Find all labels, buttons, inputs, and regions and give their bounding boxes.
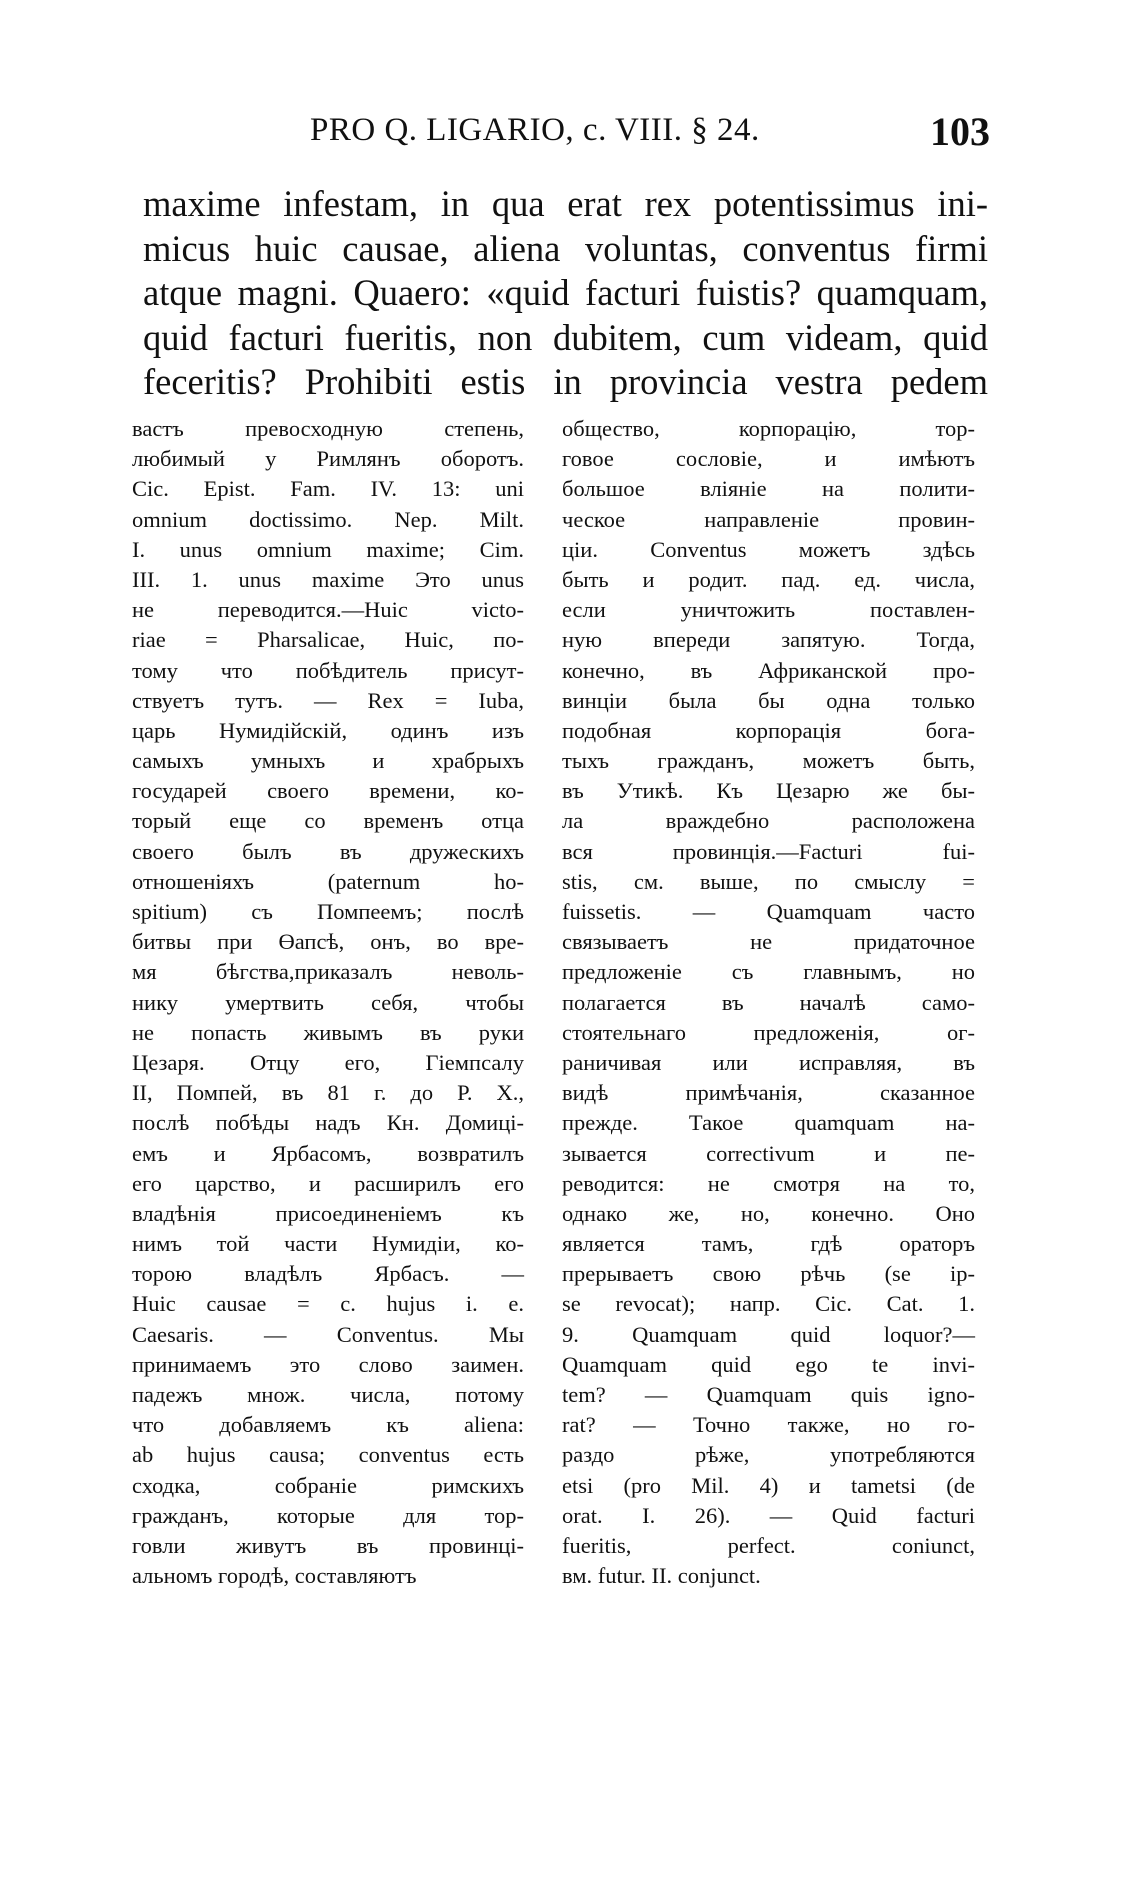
main-text-line: atque magni. Quaero: «quid facturi fuistis? quamquam, <box>143 272 988 313</box>
commentary-line: ла враждебно расположена <box>562 808 975 834</box>
commentary-line: если уничтожить поставлен- <box>562 597 975 623</box>
commentary-line: Quamquam quid ego te invi- <box>562 1351 975 1377</box>
commentary-line: orat. I. 26). — Quid facturi <box>562 1502 975 1528</box>
page-header <box>120 108 990 158</box>
commentary-line: быть и родит. пад. ед. числа, <box>562 566 975 592</box>
commentary-line: общество, корпорацію, тор- <box>562 416 975 441</box>
commentary-line: подобная корпорація бога- <box>562 717 975 743</box>
commentary-line: ціи. Conventus можетъ здѣсь <box>562 536 975 562</box>
commentary-line: что добавляемъ къ aliena: <box>132 1412 524 1438</box>
commentary-line: битвы при Өапсѣ, онъ, во вре- <box>132 929 524 955</box>
commentary-right-column <box>562 414 975 1591</box>
commentary-line: тому что побѣдитель присут- <box>132 657 524 683</box>
commentary-line: говое сословіе, и имѣютъ <box>562 446 975 472</box>
main-text-line: maxime infestam, in qua erat rex potentissimus ini- <box>143 183 988 224</box>
commentary-line: отношеніяхъ (paternum ho- <box>132 868 524 894</box>
commentary-line: ную впереди запятую. Тогда, <box>562 627 975 653</box>
commentary-line: своего былъ въ дружескихъ <box>132 838 524 864</box>
commentary-line: самыхъ умныхъ и храбрыхъ <box>132 748 524 774</box>
commentary-line: тыхъ гражданъ, можетъ быть, <box>562 748 975 774</box>
commentary-line: связываетъ не придаточное <box>562 929 975 955</box>
main-text-line: micus huic causae, aliena voluntas, conventus firmi <box>143 227 988 269</box>
commentary-line: spitium) съ Помпеемъ; послѣ <box>132 899 524 924</box>
commentary-line: однако же, но, конечно. Оно <box>562 1200 975 1226</box>
commentary-left-column <box>132 414 524 1591</box>
commentary-line: fuissetis. — Quamquam часто <box>562 899 975 924</box>
commentary-line: раничивая или исправляя, въ <box>562 1049 975 1075</box>
commentary-line: любимый у Римлянъ оборотъ. <box>132 446 524 472</box>
commentary-line: tem? — Quamquam quis igno- <box>562 1382 975 1407</box>
commentary-line: 9. Quamquam quid loquor?— <box>562 1321 975 1347</box>
commentary-line: ствуетъ тутъ. — Rex = Iuba, <box>132 687 524 713</box>
commentary-line: предложеніе съ главнымъ, но <box>562 959 975 985</box>
commentary-line: его царство, и расширилъ его <box>132 1170 524 1196</box>
commentary-line: se revocat); напр. Cic. Cat. 1. <box>562 1291 975 1317</box>
commentary-line: реводится: не смотря на то, <box>562 1170 975 1196</box>
commentary-line: не переводится.—Huic victo- <box>132 597 524 623</box>
main-text-line: feceritis? Prohibiti estis in provincia vestra pedem <box>143 361 988 402</box>
commentary-line: rat? — Точно также, но го- <box>562 1412 975 1438</box>
commentary-line: I. unus omnium maxime; Cim. <box>132 536 524 562</box>
commentary-line: принимаемъ это слово заимен. <box>132 1351 524 1377</box>
commentary-line: падежъ множ. числа, потому <box>132 1382 524 1407</box>
commentary-line: нику умертвить себя, чтобы <box>132 989 524 1015</box>
commentary-line: является тамъ, гдѣ ораторъ <box>562 1231 975 1257</box>
commentary-line: въ Утикѣ. Къ Цезарю же бы- <box>562 778 975 804</box>
commentary-line: нимъ той части Нумидіи, ко- <box>132 1231 524 1257</box>
commentary-line: III. 1. unus maxime Это unus <box>132 566 524 592</box>
commentary-line: торый еще со временъ отца <box>132 808 524 834</box>
commentary-line: etsi (pro Mil. 4) и tametsi (de <box>562 1472 975 1498</box>
commentary-line: stis, см. выше, по смыслу = <box>562 868 975 894</box>
commentary-line: царь Нумидійскій, одинъ изъ <box>132 717 524 743</box>
commentary-line: торою владѣлъ Ярбасъ. — <box>132 1261 524 1287</box>
commentary-line: вм. futur. II. conjunct. <box>562 1563 761 1589</box>
commentary-line: omnium doctissimo. Nep. Milt. <box>132 506 524 532</box>
commentary-line: полагается въ началѣ само- <box>562 989 975 1015</box>
commentary-line: ab hujus causa; conventus есть <box>132 1442 524 1468</box>
commentary-line: мя бѣгства,приказалъ неволь- <box>132 959 524 985</box>
commentary-line: вся провинція.—Facturi fui- <box>562 838 975 864</box>
commentary-line: Caesaris. — Conventus. Мы <box>132 1321 524 1347</box>
running-title: PRO Q. LIGARIO, c. VIII. § 24. <box>310 112 760 148</box>
commentary-line: альномъ городѣ, составляютъ <box>132 1563 417 1589</box>
commentary-line: не попасть живымъ въ руки <box>132 1019 524 1045</box>
commentary-line: ческое направленіе провин- <box>562 506 975 532</box>
commentary-line: зывается correctivum и пе- <box>562 1140 975 1166</box>
commentary-line: прерываетъ свою рѣчь (se ip- <box>562 1261 975 1287</box>
commentary-line: сходка, собраніе римскихъ <box>132 1472 524 1498</box>
commentary-line: fueritis, perfect. coniunct, <box>562 1532 975 1558</box>
commentary-line: конечно, въ Африканской про- <box>562 657 975 683</box>
commentary-line: вастъ превосходную степень, <box>132 416 524 441</box>
main-text-line: quid facturi fueritis, non dubitem, cum videam, quid <box>143 316 988 358</box>
commentary-line: большое вліяніе на полити- <box>562 476 975 502</box>
commentary-line: винціи была бы одна только <box>562 687 975 713</box>
commentary-line: стоятельнаго предложенія, ог- <box>562 1019 975 1045</box>
main-latin-text <box>143 182 988 405</box>
page-number: 103 <box>930 109 990 154</box>
commentary-line: riae = Pharsalicae, Huic, по- <box>132 627 524 653</box>
commentary-line: говли живутъ въ провинці- <box>132 1532 524 1558</box>
commentary-line: государей своего времени, ко- <box>132 778 524 804</box>
commentary-line: II, Помпей, въ 81 г. до Р. Х., <box>132 1080 524 1106</box>
commentary-line: Цезаря. Отцу его, Гіемпсалу <box>132 1049 524 1075</box>
commentary-line: видѣ примѣчанія, сказанное <box>562 1080 975 1106</box>
commentary-line: прежде. Такое quamquam на- <box>562 1110 975 1136</box>
commentary-line: послѣ побѣды надъ Кн. Домиці- <box>132 1110 524 1136</box>
commentary-line: емъ и Ярбасомъ, возвратилъ <box>132 1140 524 1166</box>
commentary-line: Cic. Epist. Fam. IV. 13: uni <box>132 476 524 502</box>
commentary-line: раздо рѣже, употребляются <box>562 1442 975 1468</box>
commentary-line: владѣнія присоединеніемъ къ <box>132 1200 524 1226</box>
commentary-line: Huic causae = c. hujus i. e. <box>132 1291 524 1317</box>
commentary-line: гражданъ, которые для тор- <box>132 1502 524 1528</box>
